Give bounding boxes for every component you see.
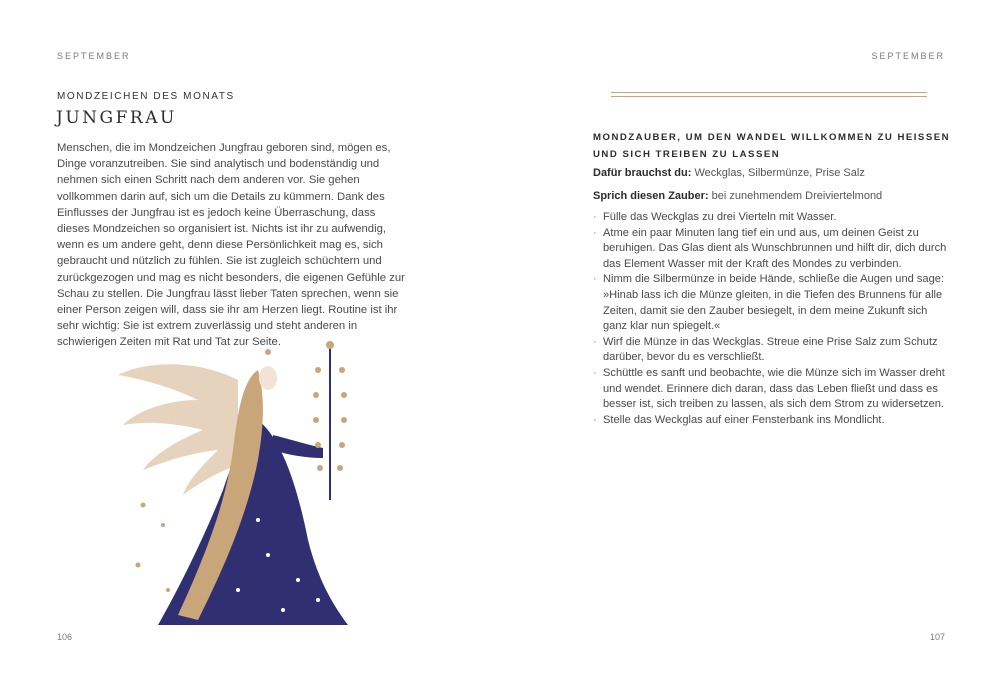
section-kicker: MONDZEICHEN DES MONATS [57, 91, 235, 102]
spell-title: MONDZAUBER, UM DEN WANDEL WILLKOMMEN ZU HEISSEN UND SICH TREIBEN ZU LASSEN [593, 132, 951, 160]
step-item: · Fülle das Weckglas zu drei Vierteln mit Wasser. [593, 210, 953, 226]
step-item: · Schüttle es sanft und beobachte, wie die Münze sich im Wasser dreht und wendet. Erinnere dich daran, dass das Leben fließt und dass es besser ist, sich treiben zu lassen, als sich dem Strom zu widersetzen. [593, 366, 945, 411]
step-marker: · [593, 226, 597, 239]
step-item: · Nimm die Silbermünze in beide Hände, schließe die Augen und sage: »Hinab lass ich die Münze gleiten, in die Tiefen des Brunnens für alle Zeiten, damit sie den Zauber besiegelt, in dem meine Zukunft sich ganz klar nun spiegelt.« [593, 273, 945, 333]
timing-label: Sprich diesen Zauber: [593, 190, 709, 202]
step-marker: · [593, 273, 597, 286]
ingredients-label: Dafür brauchst du: [593, 167, 692, 179]
decorative-double-rule [611, 92, 927, 97]
step-item: · Atme ein paar Minuten lang tief ein und aus, um deinen Geist zu beruhigen. Das Glas dient als Wunschbrunnen und hilft dir, dich durch das Element Wasser mit der Kraft des Mondes zu verbinden. [593, 226, 947, 270]
running-head-right: SEPTEMBER [871, 51, 945, 61]
step-marker: · [593, 413, 597, 426]
running-head-left: SEPTEMBER [57, 51, 131, 61]
page-number-left: 106 [57, 632, 73, 642]
body-paragraph: Menschen, die im Mondzeichen Jungfrau geboren sind, mögen es, Dinge voranzutreiben. Sie sind analytisch und bodenständig und nehmen sich einen Schritt nach dem anderen vor. Sie gehen vollkommen darin auf, sich um die Details zu kümmern. Dank des Einflusses der Jungfrau ist es jedoch keine Überraschung, dass dieses Mondzeichen so organisiert ist. Nichts ist ihr zu aufwendig, wenn es um andere geht, denn diese Persönlichkeit mag es, sich gebraucht und nützlich zu fühlen. Sie ist zugleich schüchtern und zurückgezogen und mag es nicht besonders, die eigenen Gefühle zur Schau zu stellen. Die Jungfrau lässt lieber Taten sprechen, wenn sie einer Person zeigen will, dass sie ihr am Herzen liegt. Routine ist ihr sehr wichtig: Sie ist extrem zuverlässig und steht anderen in schwierigen Zeiten mit Rat und Tat zur Seite. [57, 142, 405, 349]
timing-line [593, 190, 882, 202]
right-page [500, 0, 1000, 685]
ingredients-line [593, 167, 865, 179]
page-number-right: 107 [929, 632, 945, 642]
step-item: · Wirf die Münze in das Weckglas. Streue eine Prise Salz zum Schutz darüber, bevor du es verschließt. [593, 335, 938, 364]
virgo-angel-illustration [108, 340, 368, 630]
spell-steps [593, 210, 953, 428]
step-marker: · [593, 335, 597, 348]
ingredients-value: Weckglas, Silbermünze, Prise Salz [694, 167, 865, 179]
timing-value: bei zunehmendem Dreiviertelmond [711, 190, 883, 202]
page-title: JUNGFRAU [56, 108, 177, 128]
step-marker: · [593, 366, 597, 379]
step-marker: · [593, 211, 597, 223]
step-item: · Stelle das Weckglas auf einer Fensterbank ins Mondlicht. [593, 413, 953, 429]
